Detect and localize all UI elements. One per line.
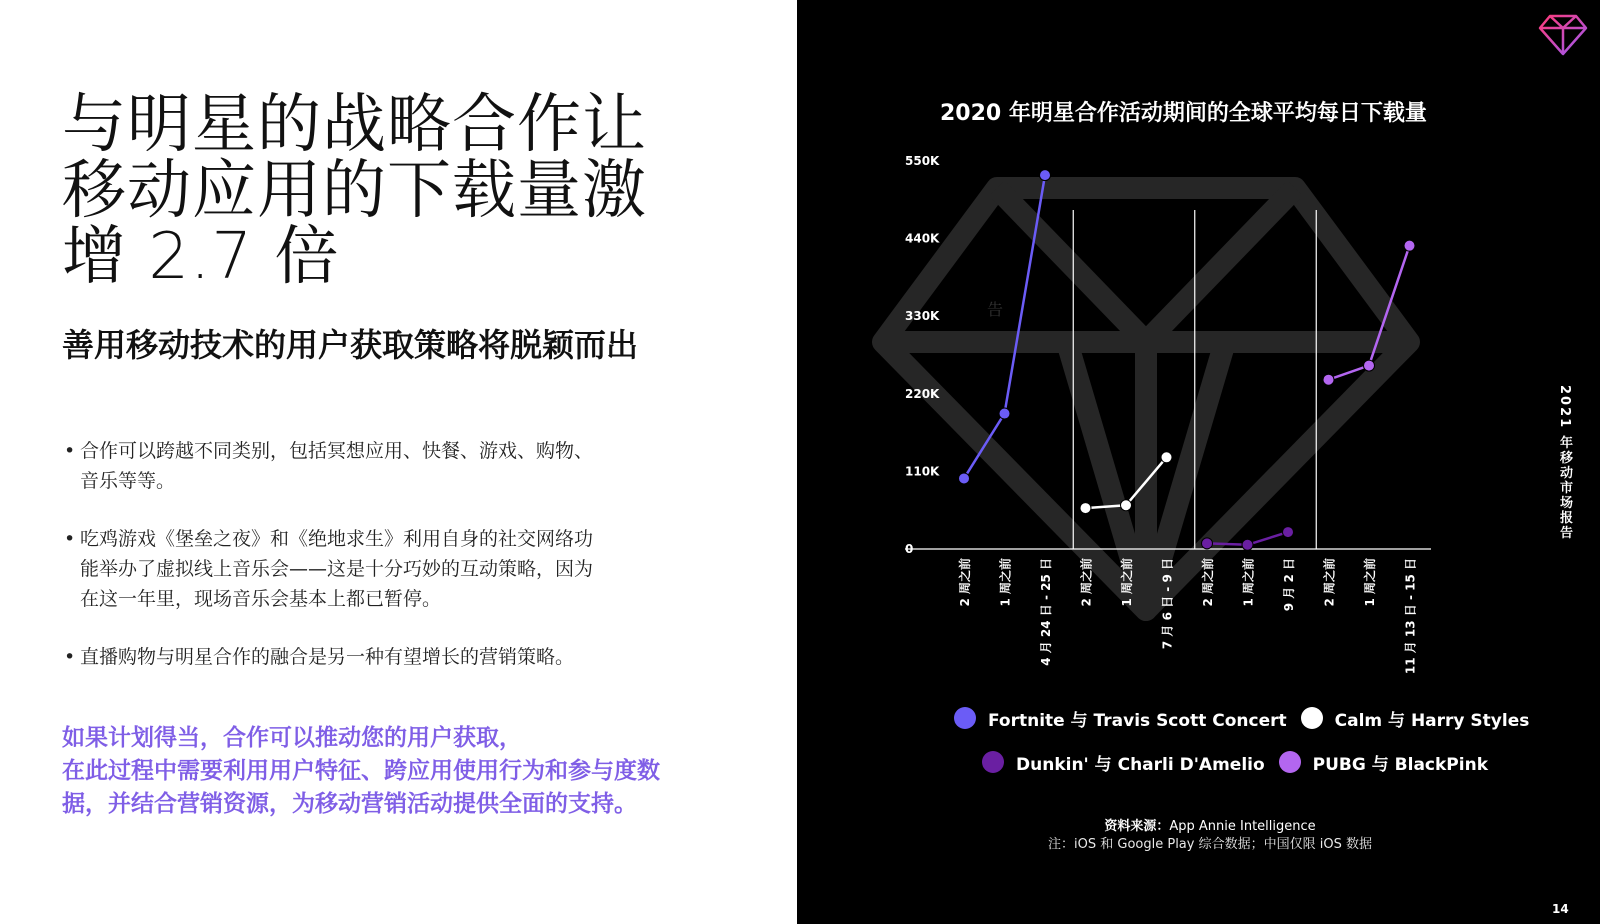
data-point bbox=[1242, 539, 1253, 550]
subheading: 善用移动技术的用户获取策略将脱颖而出 bbox=[62, 326, 639, 364]
bullet-line: 音乐等等。 bbox=[80, 470, 176, 492]
source-value: App Annie Intelligence bbox=[1169, 819, 1316, 834]
legend-label: PUBG 与 BlackPink bbox=[1312, 754, 1489, 775]
y-tick-label: 330K bbox=[905, 309, 940, 324]
legend-label: Fortnite 与 Travis Scott Concert bbox=[988, 710, 1287, 731]
diamond-logo-icon bbox=[1538, 12, 1588, 56]
legend-item bbox=[954, 706, 1287, 731]
x-tick-label: 7 月 6 日 - 9 日 bbox=[1160, 558, 1175, 650]
watermark-glyph: 告 bbox=[987, 300, 1004, 319]
bullet-item bbox=[64, 436, 634, 496]
x-tick-label: 1 周之前 bbox=[1120, 558, 1134, 607]
legend-swatch bbox=[1301, 707, 1323, 729]
x-tick-label: 2 周之前 bbox=[958, 558, 972, 607]
data-point bbox=[1080, 503, 1091, 514]
bullet-list bbox=[64, 436, 634, 700]
bullet-marker: • bbox=[64, 528, 76, 550]
source-note bbox=[1000, 818, 1420, 854]
bullet-line: 在这一年里，现场音乐会基本上都已暂停。 bbox=[80, 588, 442, 610]
legend-item bbox=[1301, 706, 1530, 731]
headline-line: 增 2.7 倍 bbox=[62, 220, 340, 294]
legend-swatch bbox=[982, 751, 1004, 773]
data-point bbox=[1121, 500, 1132, 511]
x-tick-label: 1 周之前 bbox=[1241, 558, 1256, 607]
y-tick-label: 0 bbox=[905, 542, 914, 556]
x-tick-label: 9 月 2 日 bbox=[1282, 558, 1296, 612]
report-title-vertical: 2021 年移动市场报告 bbox=[1557, 385, 1572, 541]
source-label: 资料来源： bbox=[1104, 819, 1170, 834]
x-tick-label: 2 周之前 bbox=[1322, 558, 1337, 607]
x-tick-label: 1 周之前 bbox=[998, 558, 1013, 607]
callout-line: 在此过程中需要利用用户特征、跨应用使用行为和参与度数 bbox=[62, 758, 660, 784]
x-tick-label: 2 周之前 bbox=[1079, 558, 1094, 607]
x-tick-label: 2 周之前 bbox=[1201, 558, 1215, 607]
left-panel bbox=[0, 0, 796, 924]
callout-line: 据，并结合营销资源，为移动营销活动提供全面的支持。 bbox=[62, 791, 637, 817]
data-point bbox=[999, 408, 1010, 419]
headline bbox=[62, 88, 647, 294]
headline-line: 与明星的战略合作让 bbox=[62, 88, 647, 162]
data-note: 注：iOS 和 Google Play 综合数据；中国仅限 iOS 数据 bbox=[1048, 837, 1372, 852]
data-point bbox=[1283, 527, 1294, 538]
chart-title: 2020 年明星合作活动期间的全球平均每日下载量 bbox=[940, 101, 1427, 126]
data-point bbox=[1404, 240, 1415, 251]
bullet-item bbox=[64, 524, 634, 614]
x-tick-label: 1 周之前 bbox=[1363, 558, 1377, 607]
y-tick-label: 440K bbox=[905, 231, 940, 246]
legend-swatch bbox=[1279, 751, 1301, 773]
bullet-marker: • bbox=[64, 646, 76, 668]
bullet-item bbox=[64, 642, 634, 672]
y-tick-label: 110K bbox=[905, 464, 940, 479]
x-tick-label: 11 月 13 日 - 15 日 bbox=[1403, 558, 1418, 675]
bullet-line: 吃鸡游戏《堡垒之夜》和《绝地求生》利用自身的社交网络功 bbox=[80, 528, 594, 550]
legend-label: Dunkin' 与 Charli D'Amelio bbox=[1016, 754, 1265, 775]
data-point bbox=[1323, 374, 1334, 385]
data-point bbox=[959, 473, 970, 484]
legend-item bbox=[982, 750, 1265, 775]
data-point bbox=[1202, 538, 1213, 549]
legend-swatch bbox=[954, 707, 976, 729]
callout bbox=[62, 722, 682, 821]
legend-label: Calm 与 Harry Styles bbox=[1334, 710, 1530, 731]
y-tick-label: 220K bbox=[905, 386, 940, 401]
bullet-line: 能举办了虚拟线上音乐会——这是十分巧妙的互动策略，因为 bbox=[80, 558, 594, 580]
legend-item bbox=[1279, 750, 1488, 775]
data-point bbox=[1161, 452, 1172, 463]
data-point bbox=[1040, 170, 1051, 181]
chart-legend bbox=[950, 706, 1530, 794]
y-tick-label: 550K bbox=[905, 154, 940, 168]
callout-line: 如果计划得当，合作可以推动您的用户获取， bbox=[62, 725, 522, 751]
headline-line: 移动应用的下载量激 bbox=[62, 154, 647, 228]
background-diamond-watermark bbox=[883, 188, 1409, 610]
x-tick-label: 4 月 24 日 - 25 日 bbox=[1039, 558, 1053, 666]
data-point bbox=[1364, 360, 1375, 371]
bullet-marker: • bbox=[64, 440, 76, 462]
page-number: 14 bbox=[1552, 902, 1569, 916]
bullet-line: 直播购物与明星合作的融合是另一种有望增长的营销策略。 bbox=[80, 646, 575, 668]
line-chart bbox=[797, 140, 1497, 700]
bullet-line: 合作可以跨越不同类别，包括冥想应用、快餐、游戏、购物、 bbox=[80, 440, 594, 462]
